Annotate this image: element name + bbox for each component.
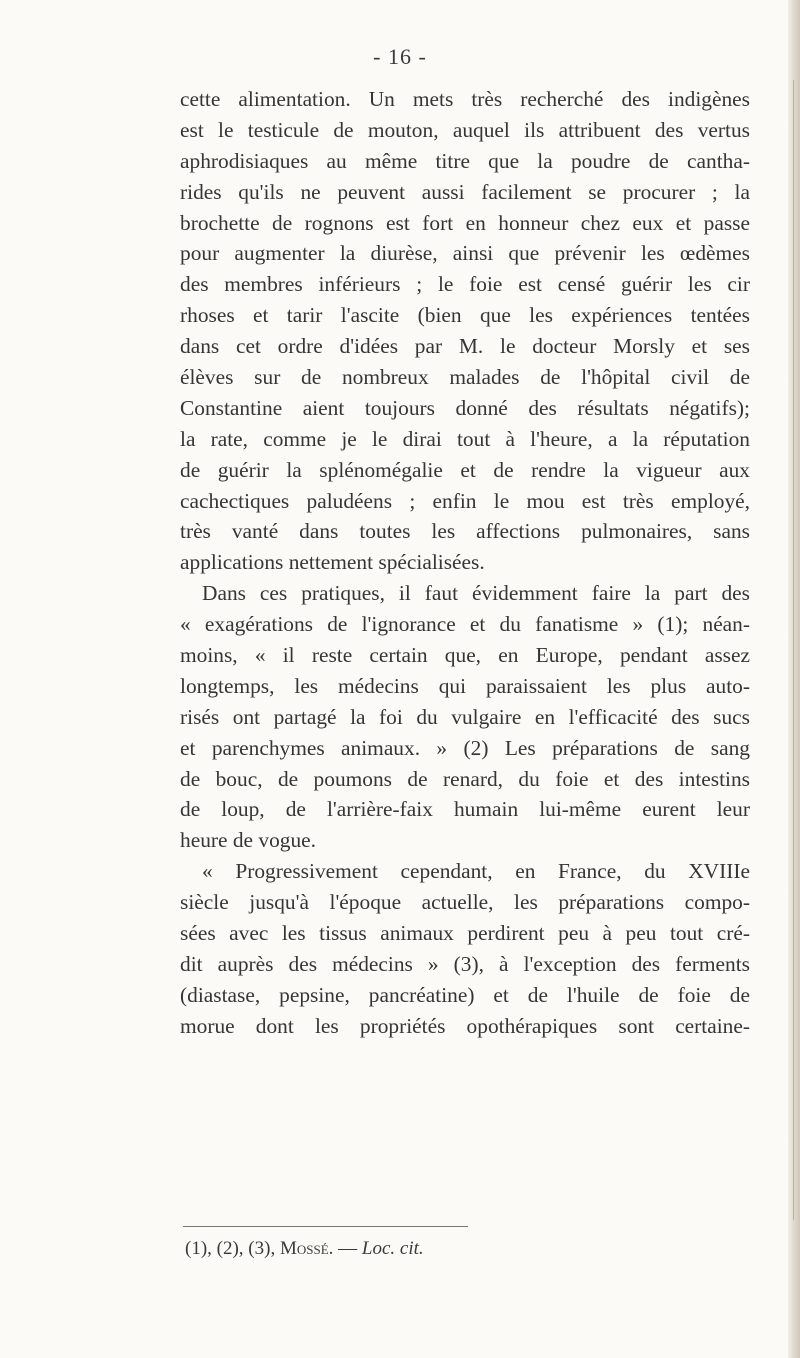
footnote-author: Mossé. — [279, 1238, 334, 1259]
text-line: dit auprès des médecins » (3), à l'exception des ferments — [180, 951, 750, 976]
text-line-paragraph-start: Dans ces pratiques, il faut évidemment faire la part des — [202, 581, 750, 606]
text-line: de loup, de l'arrière-faix humain lui-même eurent leur — [180, 797, 750, 822]
text-line: Constantine aient toujours donné des résultats négatifs); — [180, 395, 750, 420]
page-number: - 16 - — [373, 44, 427, 69]
page-edge-shadow — [788, 0, 800, 1358]
footnote-citation: Loc. cit. — [361, 1238, 424, 1259]
footnote-rule — [183, 1226, 468, 1227]
text-line: siècle jusqu'à l'époque actuelle, les préparations compo- — [180, 890, 750, 915]
text-line: sées avec les tissus animaux perdirent peu à peu tout cré- — [180, 921, 750, 946]
text-line: moins, « il reste certain que, en Europe, pendant assez — [180, 643, 750, 668]
text-line: est le testicule de mouton, auquel ils attribuent des vertus — [180, 117, 750, 142]
footnote-refs: (1), (2), (3), — [185, 1238, 276, 1259]
text-line: brochette de rognons est fort en honneur chez eux et passe — [180, 210, 750, 235]
text-line: très vanté dans toutes les affections pulmonaires, sans — [180, 519, 750, 544]
text-line: de guérir la splénomégalie et de rendre la vigueur aux — [180, 457, 750, 482]
text-line: élèves sur de nombreux malades de l'hôpital civil de — [180, 365, 750, 390]
text-line: « exagérations de l'ignorance et du fanatisme » (1); néan- — [180, 612, 750, 637]
text-line: cachectiques paludéens ; enfin le mou est très employé, — [180, 488, 750, 513]
text-line: de bouc, de poumons de renard, du foie et des intestins — [180, 766, 750, 791]
text-line: aphrodisiaques au même titre que la poudre de cantha- — [180, 148, 750, 173]
text-line: des membres inférieurs ; le foie est censé guérir les cir — [180, 272, 750, 297]
text-line-paragraph-end: heure de vogue. — [180, 828, 317, 853]
text-line: cette alimentation. Un mets très recherché des indigènes — [180, 87, 750, 111]
text-line: rides qu'ils ne peuvent aussi facilement se procurer ; la — [180, 179, 750, 204]
footnote-dash: — — [338, 1238, 358, 1259]
text-line-paragraph-end: applications nettement spécialisées. — [180, 550, 485, 575]
text-line: pour augmenter la diurèse, ainsi que prévenir les œdèmes — [180, 241, 750, 266]
text-line: rhoses et tarir l'ascite (bien que les expériences tentées — [180, 303, 750, 328]
body-text — [180, 84, 750, 1042]
footnote — [185, 1238, 424, 1260]
text-line: longtemps, les médecins qui paraissaient les plus auto- — [180, 673, 750, 698]
text-line: la rate, comme je le dirai tout à l'heure, a la réputation — [180, 426, 750, 451]
page-edge-line — [793, 80, 794, 1220]
text-line: et parenchymes animaux. » (2) Les préparations de sang — [180, 735, 750, 760]
text-line: risés ont partagé la foi du vulgaire en l'efficacité des sucs — [180, 704, 750, 729]
text-line: dans cet ordre d'idées par M. le docteur Morsly et ses — [180, 334, 750, 359]
text-line: morue dont les propriétés opothérapiques sont certaine- — [180, 1013, 750, 1038]
text-line-paragraph-start: « Progressivement cependant, en France, du XVIIIe — [202, 859, 750, 884]
text-line: (diastase, pepsine, pancréatine) et de l'huile de foie de — [180, 982, 750, 1007]
